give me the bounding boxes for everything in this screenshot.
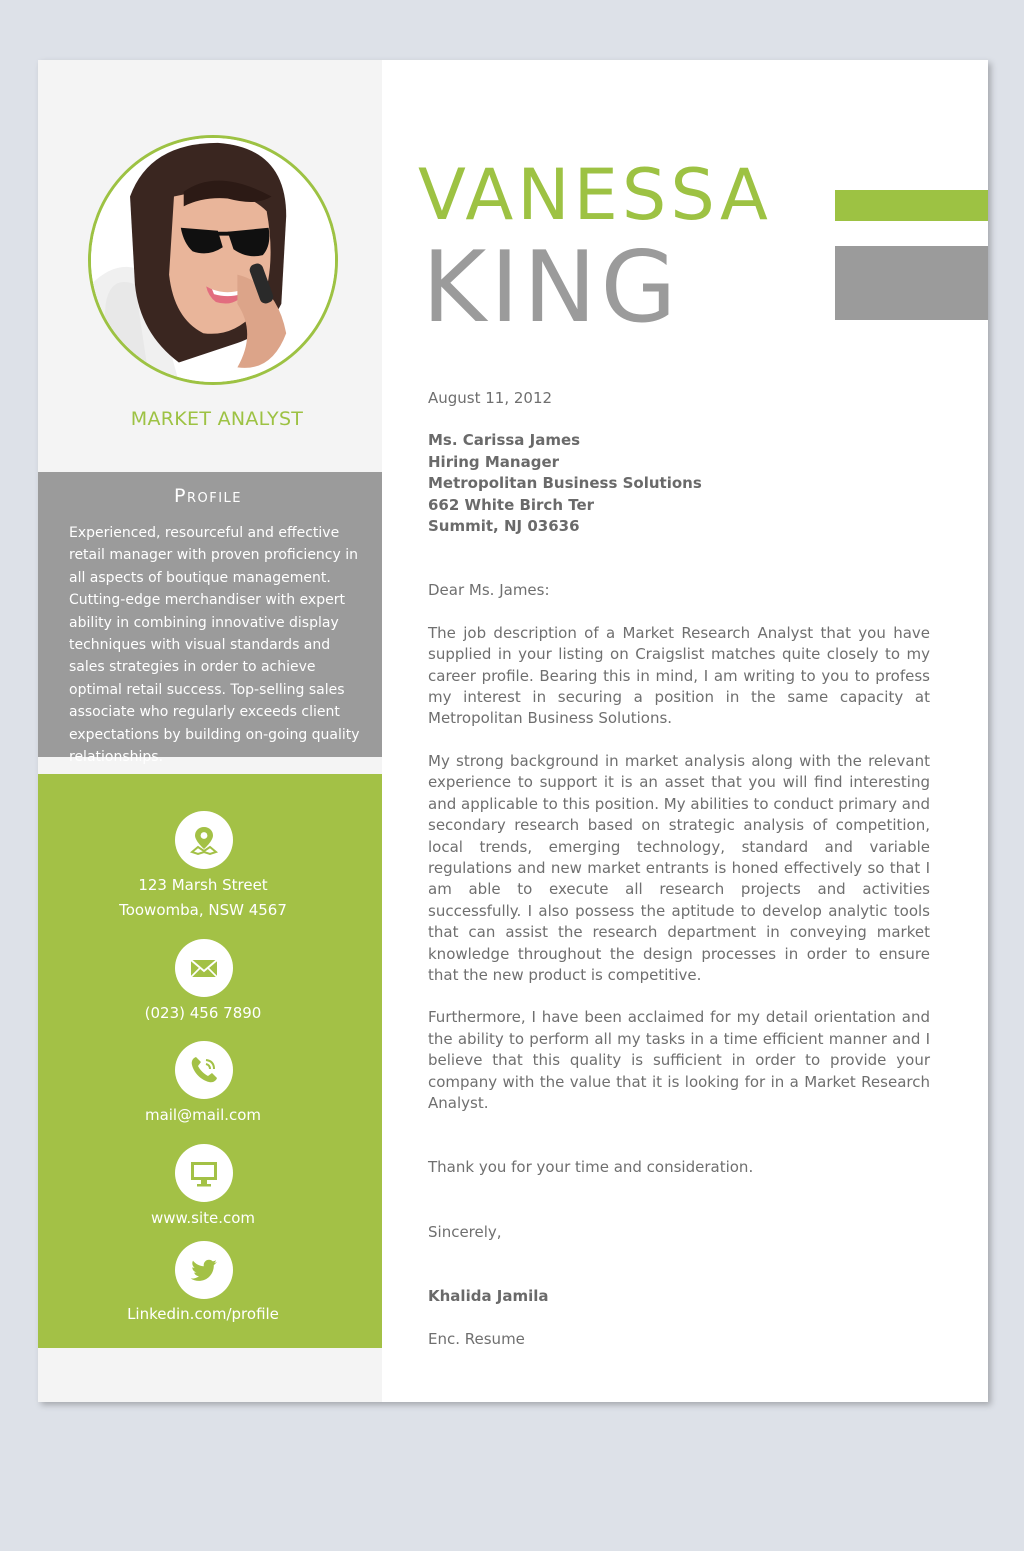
address-line-2: Toowomba, NSW 4567 xyxy=(119,901,287,919)
salutation: Dear Ms. James: xyxy=(428,581,550,600)
website-link[interactable]: www.site.com xyxy=(150,1209,256,1227)
letter-paragraph-2: My strong background in market analysis along with the relevant experience to support it is an asset that you will find interesting and applicable to this position. My abilities to conduct primary and secondary research based on strategic analysis of competition, local trends, emerging technology, standard and variable regulations and new market entrants is honed effectively so that I am able to execute all research projects and activities successfully. I also possess the aptitude to develop analytic tools that can assist the research department in conveying market knowledge throughout the design processes in order to ensure that the new product is competitive. xyxy=(428,751,930,984)
last-name: KING xyxy=(422,231,681,345)
phone-number: (023) 456 7890 xyxy=(144,1004,262,1022)
signature-name: Khalida Jamila xyxy=(428,1287,549,1306)
envelope-icon xyxy=(175,939,233,997)
closing: Sincerely, xyxy=(428,1222,502,1241)
profile-heading: Profile xyxy=(174,485,242,507)
cover-letter xyxy=(428,388,930,1350)
phone-icon xyxy=(175,1041,233,1099)
email-link[interactable]: mail@mail.com xyxy=(144,1106,262,1124)
monitor-icon xyxy=(175,1144,233,1202)
letter-paragraph-3: Furthermore, I have been acclaimed for my detail orientation and the ability to perform all my tasks in a time efficient manner and I believe that this quality is sufficient in order to provide your company with the value that it is looking for in a Market Research Analyst. xyxy=(428,1008,930,1112)
thanks-line: Thank you for your time and consideration. xyxy=(428,1158,754,1177)
enclosure-note: Enc. Resume xyxy=(428,1329,525,1348)
job-title: MARKET ANALYST xyxy=(130,408,304,430)
recipient-street: 662 White Birch Ter xyxy=(428,495,595,514)
recipient-name: Ms. Carissa James xyxy=(428,431,581,450)
sidebar xyxy=(38,60,382,1402)
profile-section xyxy=(38,472,382,766)
map-pin-icon xyxy=(175,811,233,869)
profile-summary: Experienced, resourceful and effective retail manager with proven proficiency in all aspects of boutique management. Cutting-edge merchandiser with expert ability in combining innovative display techniques with visual standards and sales strategies in order to achieve optimal retail success. Top-selling sales associate who regularly exceeds client expectations by building on-going quality relationships. xyxy=(69,525,360,766)
letter-paragraph-1: The job description of a Market Research Analyst that you have supplied in your listing on Craigslist matches quite closely to my career profile. Bearing this in mind, I am writing to you to profess my interest in securing a position in the same capacity at Metropolitan Business Solutions. xyxy=(428,623,930,728)
recipient-city: Summit, NJ 03636 xyxy=(428,517,580,536)
address-line-1: 123 Marsh Street xyxy=(138,876,268,894)
recipient-company: Metropolitan Business Solutions xyxy=(428,474,702,493)
profile-photo-illustration xyxy=(91,138,335,382)
resume-page xyxy=(38,60,988,1402)
letter-date: August 11, 2012 xyxy=(428,389,553,407)
twitter-bird-icon xyxy=(175,1241,233,1299)
accent-bar-grey xyxy=(835,246,988,320)
profile-photo xyxy=(88,135,338,385)
accent-bar-green xyxy=(835,190,988,221)
first-name: VANESSA xyxy=(418,154,772,236)
contact-section xyxy=(38,774,382,1348)
recipient-title: Hiring Manager xyxy=(428,452,560,471)
linkedin-link[interactable]: Linkedin.com/profile xyxy=(127,1305,279,1323)
